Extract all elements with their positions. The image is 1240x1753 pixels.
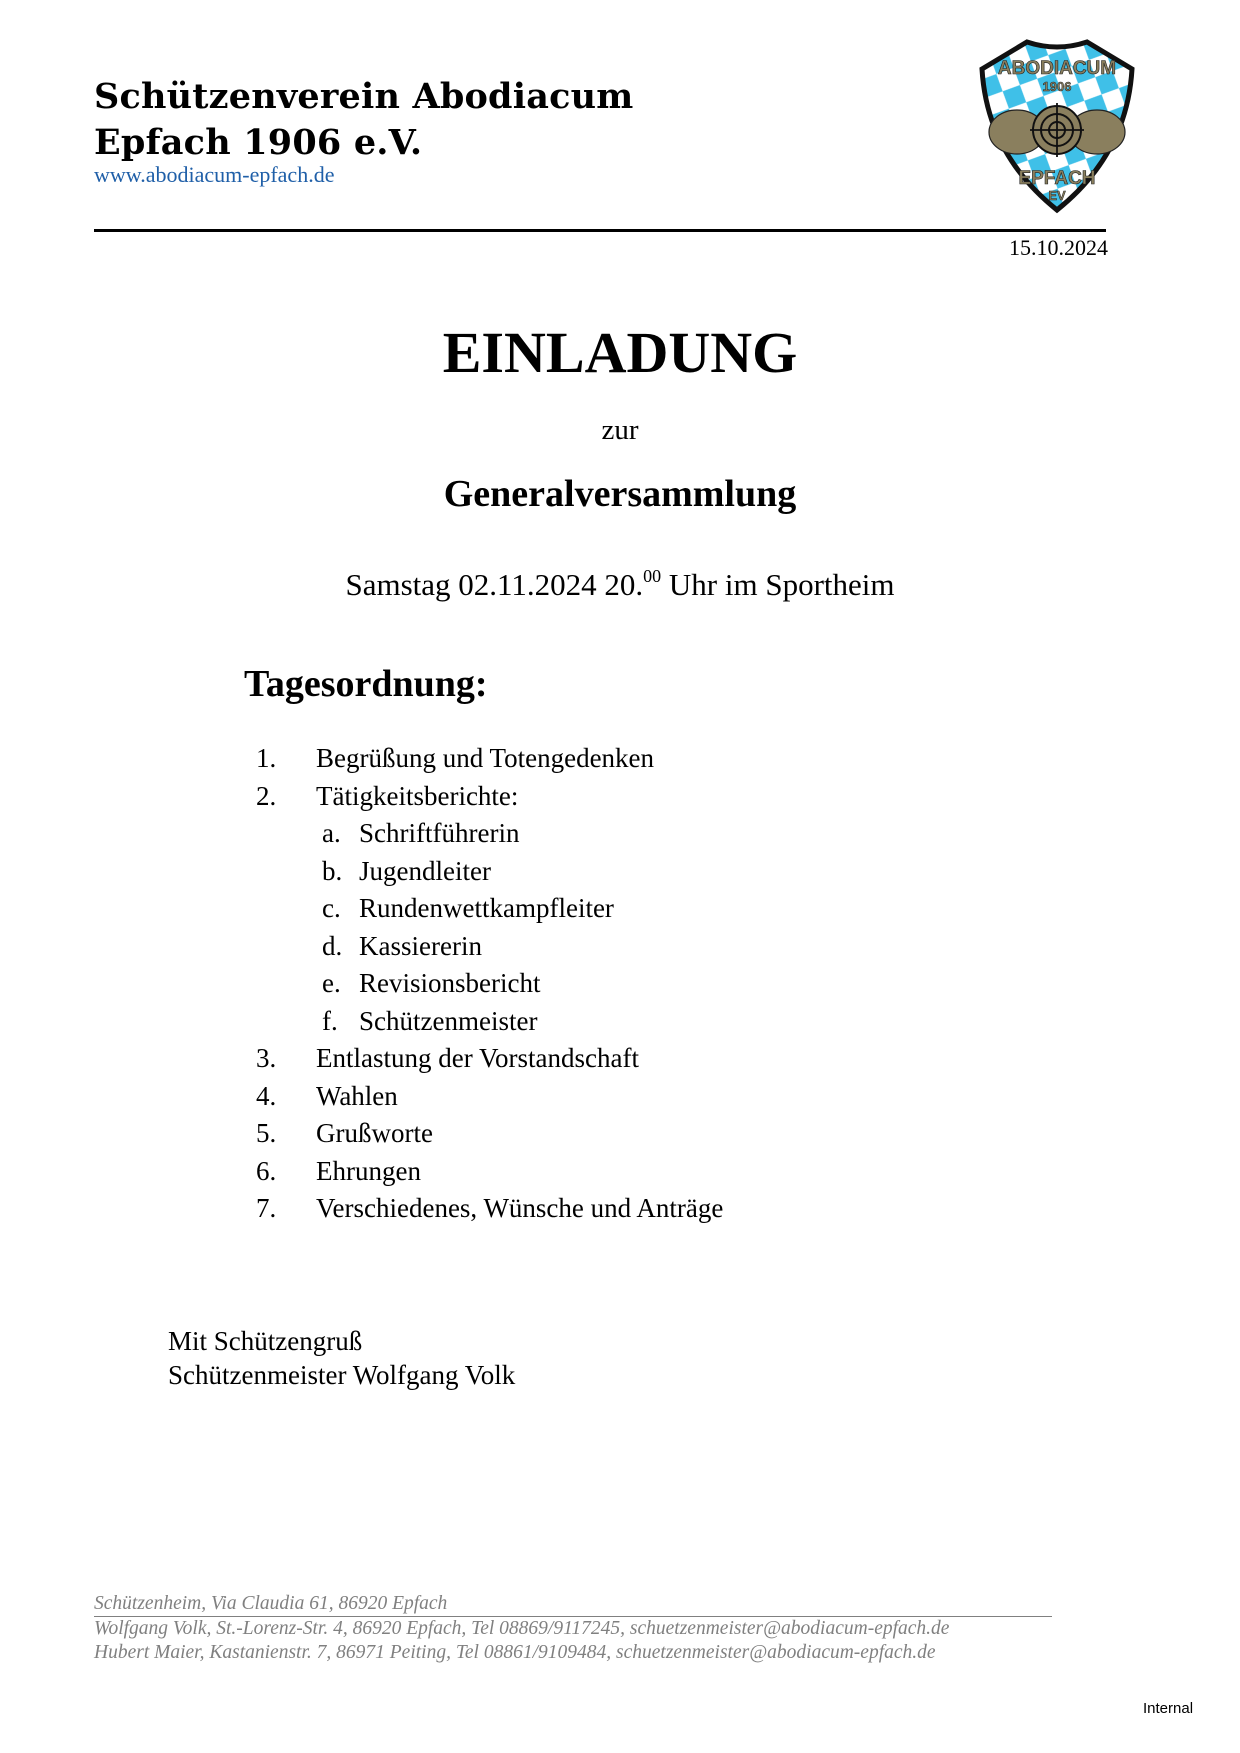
agenda-subitem-text: Jugendleiter xyxy=(359,855,491,886)
svg-text:EPFACH: EPFACH xyxy=(1018,168,1096,189)
agenda-item xyxy=(256,1115,723,1153)
svg-text:1906: 1906 xyxy=(1042,79,1072,94)
agenda-subitem xyxy=(256,928,723,966)
agenda-item-text: Wahlen xyxy=(316,1080,398,1111)
agenda-list xyxy=(256,740,723,1228)
agenda-item-text: Ehrungen xyxy=(316,1155,421,1186)
document-date: 15.10.2024 xyxy=(1009,235,1108,260)
signatory: Schützenmeister Wolfgang Volk xyxy=(168,1360,516,1390)
org-name-line2: Epfach 1906 e.V. xyxy=(94,122,423,163)
agenda-subitem-text: Schriftführerin xyxy=(359,818,520,848)
agenda-subitem-letter: a. xyxy=(322,818,341,848)
agenda-subitem xyxy=(256,1003,723,1041)
shield-logo-icon xyxy=(972,34,1142,216)
closing-signature xyxy=(168,1324,515,1392)
event-name: Generalversammlung xyxy=(443,473,797,515)
classification-label: Internal xyxy=(1143,1700,1194,1717)
agenda-item-number: 4. xyxy=(256,1080,277,1111)
agenda-item-text: Grußworte xyxy=(316,1118,433,1148)
agenda-item xyxy=(256,778,723,816)
document-title: EINLADUNG xyxy=(442,320,798,385)
svg-text:EV: EV xyxy=(1048,188,1066,203)
agenda-item xyxy=(256,1190,723,1228)
agenda-subitem-letter: f. xyxy=(322,1005,338,1036)
agenda-subitem-letter: c. xyxy=(322,893,341,923)
agenda-item-text: Verschiedenes, Wünsche und Anträge xyxy=(316,1193,724,1223)
header-divider xyxy=(94,229,1106,232)
agenda-item-number: 2. xyxy=(256,780,277,811)
event-date-time xyxy=(0,566,1240,603)
footer-contacts xyxy=(94,1592,949,1666)
agenda-item-text: Entlastung der Vorstandschaft xyxy=(316,1043,639,1073)
svg-text:ABODIACUM: ABODIACUM xyxy=(997,58,1117,79)
agenda-item xyxy=(256,740,723,778)
closing-greeting: Mit Schützengruß xyxy=(168,1326,363,1356)
subtitle-connector: zur xyxy=(601,414,639,446)
event-when-prefix: Samstag 02.11.2024 20. xyxy=(345,567,644,602)
website-link[interactable]: www.abodiacum-epfach.de xyxy=(94,162,335,187)
agenda-item-number: 7. xyxy=(256,1193,277,1223)
footer-venue: Schützenheim, Via Claudia 61, 86920 Epfach xyxy=(94,1593,448,1614)
agenda-title: Tagesordnung: xyxy=(244,663,488,705)
agenda-item-number: 6. xyxy=(256,1155,277,1186)
agenda-subitem-letter: e. xyxy=(322,968,341,998)
agenda-item-text: Tätigkeitsberichte: xyxy=(316,780,519,811)
event-when-suffix: Uhr im Sportheim xyxy=(661,567,895,602)
org-name-line1: Schützenverein Abodiacum xyxy=(94,76,634,117)
agenda-subitem xyxy=(256,815,723,853)
footer-contact-2: Hubert Maier, Kastanienstr. 7, 86971 Peiting, Tel 08861/9109484, schuetzenmeister@abodiacum-epfach.de xyxy=(94,1642,936,1663)
agenda-item-number: 1. xyxy=(256,743,277,773)
agenda-subitem-text: Schützenmeister xyxy=(359,1005,538,1036)
agenda-subitem xyxy=(256,853,723,891)
footer-contact-1: Wolfgang Volk, St.-Lorenz-Str. 4, 86920 Epfach, Tel 08869/9117245, schuetzenmeister@abodiacum-epfach.de xyxy=(94,1617,950,1639)
event-when-minutes: 00 xyxy=(643,566,662,586)
agenda-subitem xyxy=(256,890,723,928)
agenda-item-number: 5. xyxy=(256,1118,277,1148)
agenda-item xyxy=(256,1040,723,1078)
footer-divider xyxy=(94,1616,1052,1617)
organization-name xyxy=(94,74,634,166)
club-logo xyxy=(972,34,1142,216)
agenda-item xyxy=(256,1078,723,1116)
agenda-item xyxy=(256,1153,723,1191)
agenda-subitem-text: Rundenwettkampfleiter xyxy=(359,893,614,923)
agenda-subitem-text: Kassiererin xyxy=(359,930,482,961)
agenda-subitem-text: Revisionsbericht xyxy=(359,968,541,998)
agenda-item-number: 3. xyxy=(256,1043,277,1073)
agenda-subitem-letter: b. xyxy=(322,855,343,886)
agenda-subitem xyxy=(256,965,723,1003)
agenda-item-text: Begrüßung und Totengedenken xyxy=(316,743,655,773)
agenda-subitem-letter: d. xyxy=(322,930,343,961)
